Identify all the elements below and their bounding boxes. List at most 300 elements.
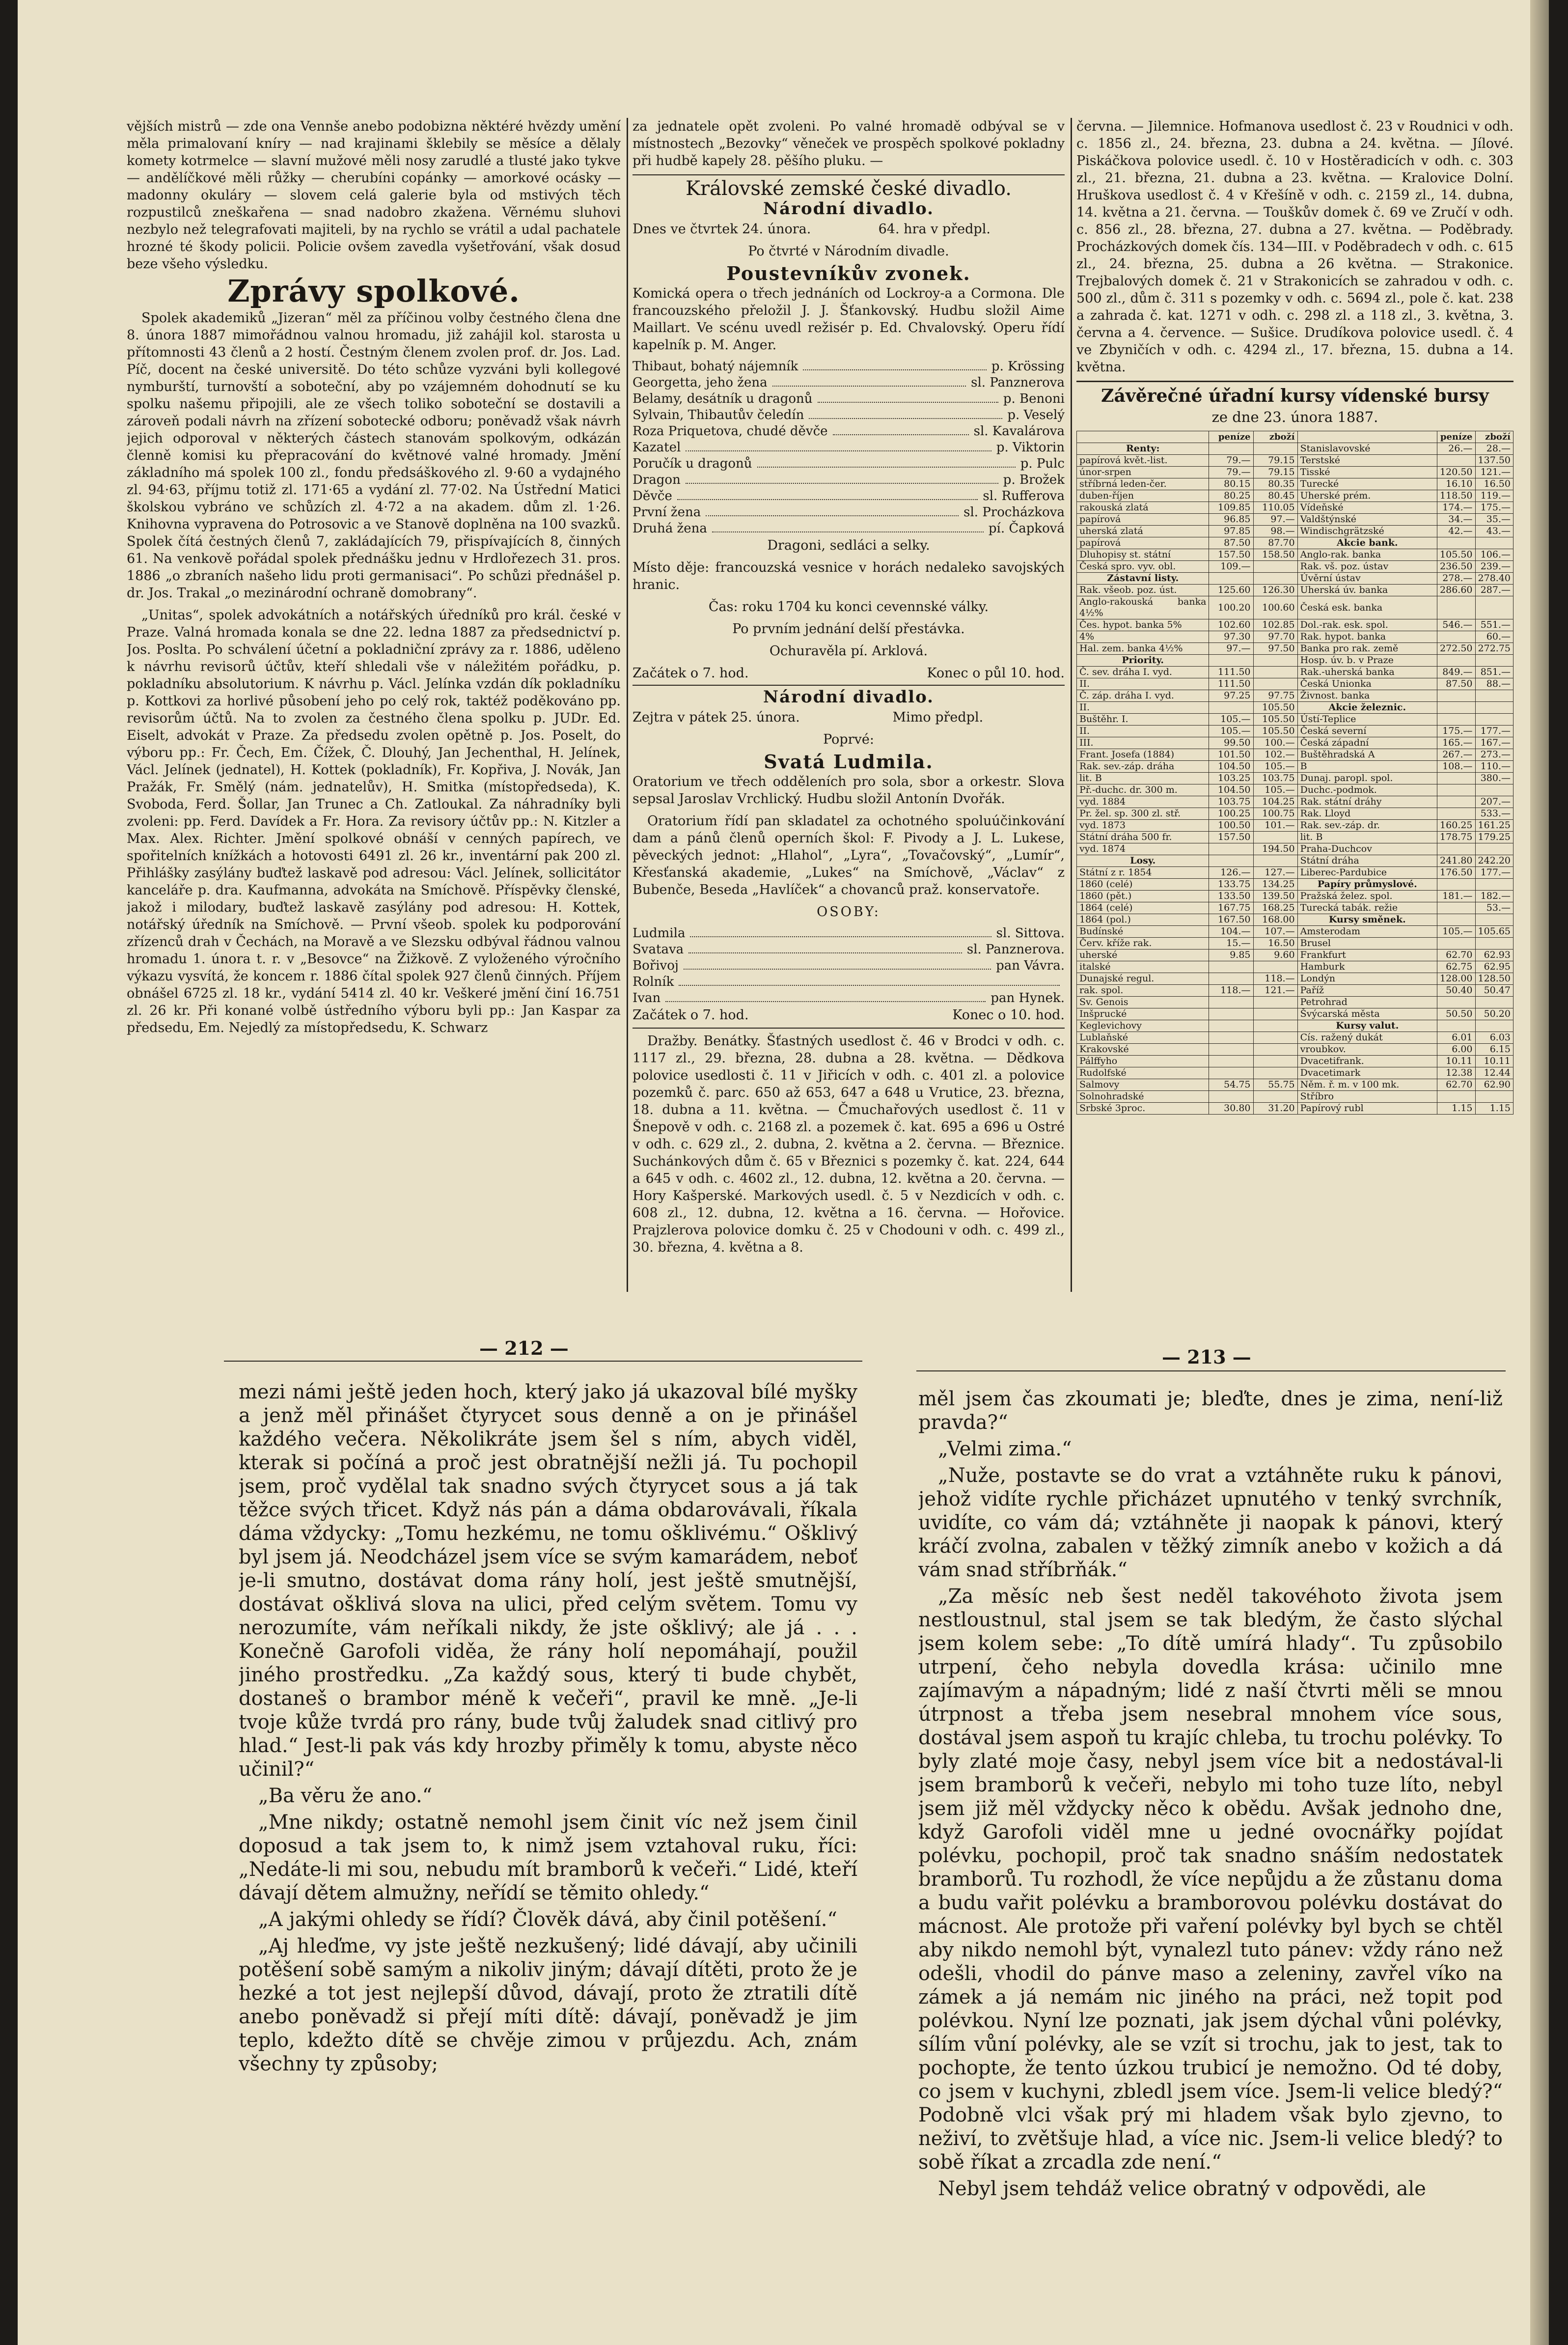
play-title-2: Svatá Ludmila.: [764, 751, 934, 773]
cast-leader-dots: [665, 990, 986, 1002]
bursa-title-cell: rakouská zlatá: [1077, 502, 1209, 514]
bursa-money-cell: [1209, 1091, 1253, 1103]
bursa-money-cell: 34.—: [1437, 514, 1475, 526]
bursa-title-cell: Česká severní: [1297, 726, 1437, 737]
bursa-row: [1077, 631, 1513, 643]
bursa-goods-cell: 100.—: [1253, 737, 1297, 749]
cast-actor: p. Benoni: [1003, 391, 1065, 406]
bursa-goods-cell: 110.05: [1253, 502, 1297, 514]
bursa-goods-cell: [1475, 843, 1513, 855]
bursa-money-cell: 157.50: [1209, 549, 1253, 561]
bursa-money-cell: [1209, 843, 1253, 855]
bursa-goods-cell: 9.60: [1253, 949, 1297, 961]
bursa-goods-cell: [1253, 961, 1297, 973]
bursa-title-cell: Paříž: [1297, 985, 1437, 997]
bursa-goods-cell: 35.—: [1475, 514, 1513, 526]
cast-row: [633, 375, 1065, 391]
bursa-goods-cell: [1475, 938, 1513, 949]
bursa-money-cell: 97.25: [1209, 690, 1253, 702]
bursa-money-cell: [1437, 914, 1475, 926]
bursa-money-cell: 79.—: [1209, 467, 1253, 478]
bursa-row: [1077, 1091, 1513, 1103]
bursa-goods-cell: 105.50: [1253, 726, 1297, 737]
cast-leader-dots: [690, 925, 991, 937]
bursa-goods-cell: 100.60: [1253, 596, 1297, 619]
bursa-money-cell: 849.—: [1437, 667, 1475, 678]
bursa-money-cell: 104.50: [1209, 761, 1253, 773]
bursa-title-cell: II.: [1077, 702, 1209, 714]
story-paragraph: „Ba věru že ano.“: [258, 1785, 433, 1807]
cast-leader-dots: [684, 958, 991, 970]
bursa-goods-cell: 6.03: [1475, 1032, 1513, 1044]
bursa-row: [1077, 1032, 1513, 1044]
cast-row: [633, 942, 1065, 958]
bursa-row: [1077, 985, 1513, 997]
bursa-money-cell: 105.—: [1209, 714, 1253, 726]
bursa-goods-cell: 60.—: [1475, 631, 1513, 643]
bursa-title-cell: Praha-Duchcov: [1297, 843, 1437, 855]
bursa-title-cell: Anglo-rakouská banka 4½%: [1077, 596, 1209, 619]
play-title-1: Poustevníkův zvonek.: [726, 262, 971, 284]
bursa-row: [1077, 514, 1513, 526]
bursa-money-cell: 267.—: [1437, 749, 1475, 761]
bursa-goods-cell: [1253, 1091, 1297, 1103]
bursa-row: [1077, 467, 1513, 478]
cast-actor: sl. Rufferova: [983, 489, 1065, 503]
bursa-title-cell: Rak. sev.-záp. dr.: [1297, 820, 1437, 832]
bursa-title-cell: B: [1297, 761, 1437, 773]
bursa-money-cell: 100.20: [1209, 596, 1253, 619]
bursa-row: [1077, 478, 1513, 490]
cast-role: Ivan: [633, 991, 661, 1005]
performance-date-2: Zejtra v pátek 25. února. Mimo předpl.: [633, 710, 984, 725]
bursa-money-cell: 79.—: [1209, 455, 1253, 467]
bursa-row: [1077, 879, 1513, 891]
story-paragraph: Nebyl jsem tehdáž velice obratný v odpovědi, ale: [938, 2178, 1426, 2200]
bursa-row: [1077, 619, 1513, 631]
bursa-row: [1077, 667, 1513, 678]
story-paragraph: „A jakými ohledy se řídí? Člověk dává, aby činil potěšení.“: [258, 1908, 837, 1931]
bursa-row: [1077, 867, 1513, 879]
bursa-title-cell: Frant. Josefa (1884): [1077, 749, 1209, 761]
bursa-row: [1077, 1103, 1513, 1115]
bursa-money-cell: 101.50: [1209, 749, 1253, 761]
bursa-title-cell: Zástavní listy.: [1077, 573, 1209, 585]
bursa-money-cell: 62.70: [1437, 949, 1475, 961]
bursa-goods-cell: 98.—: [1253, 526, 1297, 537]
bursa-row: [1077, 737, 1513, 749]
bursa-goods-cell: 121.—: [1253, 985, 1297, 997]
bursa-money-cell: 97.30: [1209, 631, 1253, 643]
bursa-money-cell: [1437, 537, 1475, 549]
bursa-money-cell: [1209, 1056, 1253, 1067]
bursa-money-cell: [1437, 455, 1475, 467]
bursa-title-cell: Priority.: [1077, 655, 1209, 667]
bursa-row: [1077, 832, 1513, 843]
bursa-row: [1077, 820, 1513, 832]
bursa-title-cell: Rak. hypot. banka: [1297, 631, 1437, 643]
bursa-goods-cell: 851.—: [1475, 667, 1513, 678]
bursa-row: [1077, 997, 1513, 1008]
cast-row: [633, 456, 1065, 472]
bursa-title-cell: Budínské: [1077, 926, 1209, 938]
cast-role: První žena: [633, 505, 701, 520]
bursa-title-cell: Solnohradské: [1077, 1091, 1209, 1103]
cast-row: [633, 974, 1065, 990]
bursa-goods-cell: [1253, 1008, 1297, 1020]
bursa-goods-cell: 179.25: [1475, 832, 1513, 843]
cast-actor: p. Brožek: [1003, 473, 1065, 487]
bursa-goods-cell: 12.44: [1475, 1067, 1513, 1079]
cast-row: [633, 391, 1065, 407]
bursa-money-cell: 9.85: [1209, 949, 1253, 961]
bursa-goods-cell: 6.15: [1475, 1044, 1513, 1056]
cast-leader-dots: [679, 974, 1060, 986]
divider: [633, 174, 1065, 175]
bursa-title-cell: Červ. kříže rak.: [1077, 938, 1209, 949]
bursa-title-cell: 1860 (pět.): [1077, 891, 1209, 902]
play-end-1: Konec o půl 10. hod.: [927, 666, 1065, 681]
bursa-row: [1077, 855, 1513, 867]
theatre-title: Královské zemské české divadlo.: [686, 177, 1012, 200]
bursa-money-cell: 167.50: [1209, 914, 1253, 926]
bursa-row: [1077, 549, 1513, 561]
bursa-goods-cell: 106.—: [1475, 549, 1513, 561]
bursa-goods-cell: 175.—: [1475, 502, 1513, 514]
bursa-money-cell: [1437, 596, 1475, 619]
bursa-money-cell: 111.50: [1209, 678, 1253, 690]
bursa-row: [1077, 749, 1513, 761]
divider: [633, 1028, 1065, 1029]
cast-row: [633, 407, 1065, 423]
bursa-money-cell: 1.15: [1437, 1103, 1475, 1115]
bursa-row: [1077, 914, 1513, 926]
bursa-col-goods: zboží: [1253, 431, 1297, 443]
bursa-money-cell: 111.50: [1209, 667, 1253, 678]
bursa-money-cell: 278.—: [1437, 573, 1475, 585]
bursa-money-cell: [1209, 1008, 1253, 1020]
bursa-goods-cell: [1253, 997, 1297, 1008]
bursa-row: [1077, 561, 1513, 573]
bursa-goods-cell: 273.—: [1475, 749, 1513, 761]
bursa-money-cell: 157.50: [1209, 832, 1253, 843]
bursa-money-cell: 104.50: [1209, 784, 1253, 796]
bursa-row: [1077, 902, 1513, 914]
bursa-goods-cell: 127.—: [1253, 867, 1297, 879]
bursa-goods-cell: 50.20: [1475, 1008, 1513, 1020]
bursa-goods-cell: 79.15: [1253, 455, 1297, 467]
bursa-title-cell: Státní dráha: [1297, 855, 1437, 867]
bursa-title-cell: Rak. sev.-záp. dráha: [1077, 761, 1209, 773]
bursa-money-cell: 62.70: [1437, 1079, 1475, 1091]
cast-leader-dots: [706, 504, 959, 516]
play-intermission: Po prvním jednání delší přestávka.: [732, 621, 965, 637]
bursa-goods-cell: 102.85: [1253, 619, 1297, 631]
bursa-title-cell: uherské: [1077, 949, 1209, 961]
bursa-title-cell: papírová květ.-list.: [1077, 455, 1209, 467]
story-paragraph: měl jsem čas zkoumati je; bleďte, dnes je zima, není-liž pravda?“: [918, 1388, 1503, 1434]
bursa-goods-cell: 79.15: [1253, 467, 1297, 478]
bursa-money-cell: 120.50: [1437, 467, 1475, 478]
bursa-money-cell: 167.75: [1209, 902, 1253, 914]
bursa-title-cell: Turecká tabák. režie: [1297, 902, 1437, 914]
bursa-title-cell: únor-srpen: [1077, 467, 1209, 478]
bursa-money-cell: [1437, 796, 1475, 808]
bursa-row: [1077, 490, 1513, 502]
bursa-title-cell: Buštěhr. I.: [1077, 714, 1209, 726]
bursa-money-cell: [1209, 1067, 1253, 1079]
bursa-table: [1076, 431, 1513, 1115]
bursa-goods-cell: 207.—: [1475, 796, 1513, 808]
bursa-goods-cell: 16.50: [1253, 938, 1297, 949]
play-description-1: Komická opera o třech jednáních od Lockroy-a a Cormona. Dle francouzského přeložil J. J. Šťankovský. Hudbu složil Aime Maillart. Ve scénu uvedl režisér p. Ed. Chvalovský. Operu řídí kapelník p. M. Anger.: [633, 286, 1065, 353]
bursa-title-cell: Amsterodam: [1297, 926, 1437, 938]
bursa-row: [1077, 537, 1513, 549]
cast-row: [633, 359, 1065, 375]
bursa-goods-cell: [1475, 690, 1513, 702]
bursa-title-cell: Duchc.-podmok.: [1297, 784, 1437, 796]
play-start-1: Začátek o 7. hod.: [633, 666, 749, 681]
cast-heading: OSOBY:: [817, 904, 880, 920]
page-number-right: — 213 —: [1162, 1346, 1251, 1368]
bursa-title-cell: Hal. zem. banka 4½%: [1077, 643, 1209, 655]
bursa-title-cell: Tisské: [1297, 467, 1437, 478]
national-theatre-title-2: Národní divadlo.: [763, 687, 935, 707]
bursa-goods-cell: 134.25: [1253, 879, 1297, 891]
cast-role: Kazatel: [633, 440, 681, 455]
bursa-goods-cell: 102.—: [1253, 749, 1297, 761]
bursa-title-cell: Liberec-Pardubice: [1297, 867, 1437, 879]
bursa-row: [1077, 455, 1513, 467]
bursa-goods-cell: [1475, 914, 1513, 926]
play-description-2b: Oratorium řídí pan skladatel za ochotného spoluúčinkování dam a pánů členů operních škol: F. Pivody a J. L. Lukese, pěveckých jednot: „Hlahol“, „Lyra“, „Tovačovský“, „Lumír“, Křesťanská akademie, „Lukes“ na Smíchově, „Václav“ z Bubenče, Beseda „Havlíček“ a chovanců praž. konservatoře.: [633, 813, 1065, 897]
bursa-title-cell: Hosp. úv. b. v Praze: [1297, 655, 1437, 667]
bursa-goods-cell: [1475, 784, 1513, 796]
bursa-row: [1077, 726, 1513, 737]
bursa-row: [1077, 1056, 1513, 1067]
bursa-goods-cell: 107.—: [1253, 926, 1297, 938]
bursa-money-cell: [1437, 1091, 1475, 1103]
bursa-date: ze dne 23. února 1887.: [1211, 409, 1378, 425]
bursa-goods-cell: 105.65: [1475, 926, 1513, 938]
bursa-title-cell: Úvěrní ústav: [1297, 573, 1437, 585]
play-chorus: Dragoni, sedláci a selky.: [767, 538, 930, 553]
cast-role: Belamy, desátník u dragonů: [633, 391, 813, 406]
bursa-goods-cell: 168.25: [1253, 902, 1297, 914]
bursa-goods-cell: 110.—: [1475, 761, 1513, 773]
bursa-goods-cell: [1253, 1020, 1297, 1032]
bursa-title-cell: Rak. vš. poz. ústav: [1297, 561, 1437, 573]
bursa-title-cell: Srbské 3proc.: [1077, 1103, 1209, 1115]
bursa-money-cell: 105.—: [1209, 726, 1253, 737]
cast-role: Druhá žena: [633, 521, 707, 536]
bursa-goods-cell: 50.47: [1475, 985, 1513, 997]
bursa-body: [1077, 443, 1513, 1115]
bursa-money-cell: 104.—: [1209, 926, 1253, 938]
bursa-title-cell: papírová: [1077, 514, 1209, 526]
cast-actor: pan Hynek.: [990, 991, 1065, 1005]
play-end-2: Konec o 10. hod.: [952, 1007, 1065, 1023]
bursa-row: [1077, 655, 1513, 667]
bursa-goods-cell: [1253, 573, 1297, 585]
bursa-col-money: peníze: [1209, 431, 1253, 443]
cast-leader-dots: [712, 521, 984, 532]
bursa-money-cell: 109.—: [1209, 561, 1253, 573]
bursa-goods-cell: [1253, 678, 1297, 690]
bursa-goods-cell: 103.75: [1253, 773, 1297, 784]
cast-actor: p. Krössing: [991, 359, 1065, 374]
bursa-title-cell: italské: [1077, 961, 1209, 973]
story-top-rule-left: [224, 1361, 862, 1362]
bursa-money-cell: 87.50: [1209, 537, 1253, 549]
bursa-money-cell: 103.75: [1209, 796, 1253, 808]
bursa-money-cell: [1209, 1032, 1253, 1044]
bursa-goods-cell: [1253, 1032, 1297, 1044]
bursa-money-cell: 6.00: [1437, 1044, 1475, 1056]
bursa-money-cell: [1437, 879, 1475, 891]
bursa-money-cell: 87.50: [1437, 678, 1475, 690]
bursa-title-cell: Brusel: [1297, 938, 1437, 949]
bursa-title-cell: Krakovské: [1077, 1044, 1209, 1056]
column-middle: [633, 118, 1065, 1292]
bursa-money-cell: 125.60: [1209, 585, 1253, 596]
bursa-title-cell: Státní dráha 500 fr.: [1077, 832, 1209, 843]
bursa-goods-cell: 31.20: [1253, 1103, 1297, 1115]
bursa-title-cell: Česká Unionka: [1297, 678, 1437, 690]
bursa-goods-cell: [1475, 997, 1513, 1008]
bursa-title-cell: Dunajské regul.: [1077, 973, 1209, 985]
bursa-money-cell: 118.50: [1437, 490, 1475, 502]
bursa-row: [1077, 443, 1513, 455]
bursa-title-cell: Inšprucké: [1077, 1008, 1209, 1020]
play-times-1: [633, 665, 1065, 682]
bursa-title-cell: Rak. Lloyd: [1297, 808, 1437, 820]
bursa-money-cell: [1209, 573, 1253, 585]
cast-actor: sl. Panznerova: [971, 375, 1065, 390]
bursa-col-title: [1077, 431, 1209, 443]
bursa-goods-cell: 16.50: [1475, 478, 1513, 490]
bursa-title-cell: Dvacetifrank.: [1297, 1056, 1437, 1067]
bursa-title-cell: III.: [1077, 737, 1209, 749]
col2-intro-text: za jednatele opět zvoleni. Po valné hromadě odbýval se v místnostech „Bezovky“ věneček ve prospěch spolkové pokladny při hudbě kapely 28. pěšího pluku. —: [633, 119, 1065, 168]
bursa-money-cell: 241.80: [1437, 855, 1475, 867]
bursa-goods-cell: 104.25: [1253, 796, 1297, 808]
bursa-row: [1077, 526, 1513, 537]
auctions-text: Dražby. Benátky. Šťastných usedlost č. 46 v Brodci v odh. c. 1117 zl., 29. března, 28. dubna a 28. května. — Dědkova polovice usedlosti č. 11 v Jiřicích v odh. c. 401 zl. a polovice pozemků č. parc. 650 až 653, 647 a 648 u Vrutice, 23. března, 18. dubna a 11. května. — Čmuchařových usedlost č. 11 v Šnepově v odh. c. 2168 zl. a pozemek č. kat. 695 a 696 u Ostré v odh. c. 629 zl., 2. dubna, 2. května a 2. června. — Březnice. Suchánkových dům č. 65 v Březnici s pozemky č. kat. 224, 644 a 645 v odh. c. 4602 zl., 12. dubna, 12. května a 20. června. — Hory Kašperské. Markových usedl. č. 5 v Nezdicích v odh. c. 608 zl., 12. dubna, 12. května a 16. června. — Hořovice. Prajzlerova polovice domku č. 25 v Chodouni v odh. c. 499 zl., 30. března, 4. května a 8.: [633, 1033, 1065, 1255]
bursa-money-cell: 102.60: [1209, 619, 1253, 631]
cast-role: Thibaut, bohatý nájemník: [633, 359, 798, 374]
bursa-money-cell: 103.25: [1209, 773, 1253, 784]
bursa-money-cell: [1437, 784, 1475, 796]
bursa-title-cell: Rudolfské: [1077, 1067, 1209, 1079]
bursa-money-cell: 236.50: [1437, 561, 1475, 573]
bursa-title-cell: Kursy směnek.: [1297, 914, 1437, 926]
bursa-goods-cell: 1.15: [1475, 1103, 1513, 1115]
cast-role: Děvče: [633, 489, 672, 503]
bursa-goods-cell: 101.—: [1253, 820, 1297, 832]
cast-leader-dots: [686, 472, 998, 484]
column-right: [1076, 118, 1513, 1292]
bursa-money-cell: 62.75: [1437, 961, 1475, 973]
bursa-row: [1077, 1079, 1513, 1091]
bursa-row: [1077, 596, 1513, 619]
bursa-goods-cell: 97.50: [1253, 643, 1297, 655]
bursa-money-cell: 286.60: [1437, 585, 1475, 596]
bursa-title-cell: Česká esk. banka: [1297, 596, 1437, 619]
bursa-title-cell: Renty:: [1077, 443, 1209, 455]
bursa-money-cell: 174.—: [1437, 502, 1475, 514]
bursa-money-cell: 133.50: [1209, 891, 1253, 902]
bursa-money-cell: 105.—: [1437, 926, 1475, 938]
bursa-row: [1077, 1044, 1513, 1056]
cast-leader-dots: [818, 391, 998, 403]
bursa-title-cell: vyd. 1884: [1077, 796, 1209, 808]
bursa-money-cell: [1437, 1020, 1475, 1032]
bursa-col-title: [1297, 431, 1437, 443]
bursa-money-cell: [1437, 690, 1475, 702]
bursa-money-cell: 181.—: [1437, 891, 1475, 902]
cast-row: [633, 488, 1065, 504]
performance-note-2: Poprvé:: [823, 732, 874, 747]
bursa-title-cell: II.: [1077, 726, 1209, 737]
bursa-money-cell: 272.50: [1437, 643, 1475, 655]
bursa-money-cell: [1209, 443, 1253, 455]
bursa-goods-cell: 272.75: [1475, 643, 1513, 655]
bursa-goods-cell: [1253, 655, 1297, 667]
cast-actor: sl. Procházkova: [963, 505, 1065, 520]
bursa-money-cell: [1209, 973, 1253, 985]
cast-row: [633, 521, 1065, 537]
bursa-goods-cell: [1253, 561, 1297, 573]
bursa-title-cell: Kursy valut.: [1297, 1020, 1437, 1032]
bursa-money-cell: [1209, 961, 1253, 973]
story-paragraph: „Mne nikdy; ostatně nemohl jsem činit víc než jsem činil doposud a tak jsem to, k nimž jsem vztahoval ruku, říci: „Nedáte-li mi sou, nebudu mít bramborů k večeři.“ Lidé, kteří dávají dětem almužny, neřídí se těmito ohledy.“: [239, 1811, 857, 1904]
bursa-goods-cell: 167.—: [1475, 737, 1513, 749]
bursa-goods-cell: [1475, 1091, 1513, 1103]
bursa-title-cell: vyd. 1874: [1077, 843, 1209, 855]
bursa-title-cell: Keglevichovy: [1077, 1020, 1209, 1032]
divider: [633, 685, 1065, 686]
divider: [1076, 381, 1513, 382]
bursa-goods-cell: 88.—: [1475, 678, 1513, 690]
bursa-goods-cell: 287.—: [1475, 585, 1513, 596]
bursa-row: [1077, 690, 1513, 702]
play-times-2: [633, 1006, 1065, 1024]
bursa-row: [1077, 773, 1513, 784]
bursa-goods-cell: 105.50: [1253, 702, 1297, 714]
bursa-goods-cell: [1253, 1067, 1297, 1079]
bursa-goods-cell: 278.40: [1475, 573, 1513, 585]
bursa-title-cell: Turecké: [1297, 478, 1437, 490]
bursa-title-cell: Stanislavovské: [1297, 443, 1437, 455]
bursa-money-cell: [1437, 938, 1475, 949]
cast-role: Poručík u dragonů: [633, 456, 752, 471]
bursa-money-cell: 10.11: [1437, 1056, 1475, 1067]
bursa-goods-cell: 80.35: [1253, 478, 1297, 490]
bursa-title-cell: Vídeňské: [1297, 502, 1437, 514]
performance-date-1: Dnes ve čtvrtek 24. února. 64. hra v předpl.: [633, 222, 990, 237]
bursa-goods-cell: 161.25: [1475, 820, 1513, 832]
bursa-goods-cell: 177.—: [1475, 867, 1513, 879]
bursa-title-cell: Pr. žel. sp. 300 zl. stř.: [1077, 808, 1209, 820]
bursa-goods-cell: 43.—: [1475, 526, 1513, 537]
bursa-goods-cell: 239.—: [1475, 561, 1513, 573]
bursa-goods-cell: 380.—: [1475, 773, 1513, 784]
bursa-money-cell: [1437, 714, 1475, 726]
bursa-money-cell: [1437, 631, 1475, 643]
story-paragraph: „Aj hleďme, vy jste ještě nezkušený; lidé dávají, aby učinili potěšení sobě samým a nikoliv jiným; dávají dítěti, proto že je hezké a tot jest nejlepší důvod, dávají, proto že ztratili dítě anebo poněvadž si přejí míti dítě: dávají, poněvadž je jim teplo, kdežto dítě se chvěje zimou v průjezdu. Ach, znám všechny ty způsoby;: [239, 1935, 857, 2075]
bursa-row: [1077, 949, 1513, 961]
